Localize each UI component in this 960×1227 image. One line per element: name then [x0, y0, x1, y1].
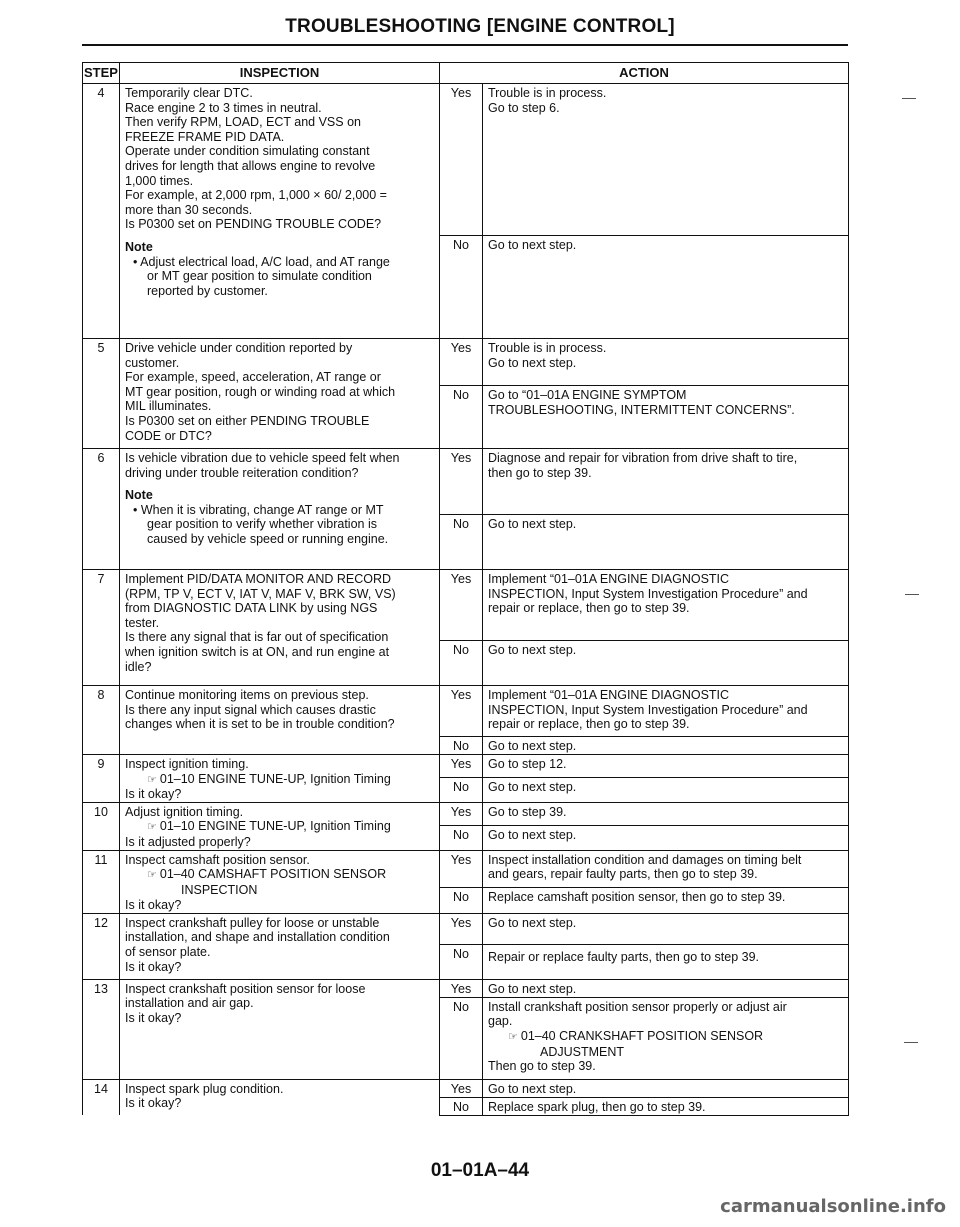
- step-number: 13: [83, 979, 120, 1079]
- inspection-line: Then verify RPM, LOAD, ECT and VSS on: [125, 115, 361, 130]
- yes-label: Yes: [440, 979, 483, 997]
- inspection-line: tester.: [125, 615, 160, 630]
- action-line: and gears, repair faulty parts, then go to step 39.: [488, 867, 758, 882]
- reference-line: [125, 819, 435, 835]
- no-action: [483, 944, 849, 979]
- yes-action: [483, 979, 849, 997]
- reference-text-cont: INSPECTION: [181, 882, 258, 897]
- inspection-line: Is it okay?: [125, 1010, 182, 1025]
- inspection-line: Continue monitoring items on previous step.: [125, 688, 369, 702]
- reference-text-cont: ADJUSTMENT: [540, 1044, 625, 1059]
- no-label: No: [440, 641, 483, 686]
- table-row: [83, 339, 849, 386]
- action-line: Go to step 6.: [488, 100, 560, 115]
- table-row: [83, 570, 849, 641]
- inspection-line: Is P0300 set on either PENDING TROUBLE: [125, 413, 370, 428]
- reference-text: 01–40 CRANKSHAFT POSITION SENSOR: [520, 1028, 764, 1043]
- note-heading: Note: [125, 488, 153, 503]
- action-line: Go to step 12.: [488, 757, 567, 771]
- table-row: [83, 686, 849, 737]
- action-line: then go to step 39.: [488, 465, 592, 480]
- action-line: Go to step 39.: [488, 804, 567, 819]
- reference-text: 01–40 CAMSHAFT POSITION SENSOR: [159, 867, 387, 882]
- action-line: Go to next step.: [488, 643, 577, 657]
- yes-label: Yes: [440, 339, 483, 386]
- yes-label: Yes: [440, 802, 483, 825]
- no-action: [483, 515, 849, 570]
- action-line: repair or replace, then go to step 39.: [488, 601, 690, 616]
- inspection-line: when ignition switch is at ON, and run engine at: [125, 644, 390, 659]
- no-action: [483, 236, 849, 339]
- inspection-cell: [120, 850, 440, 913]
- action-line: Diagnose and repair for vibration from drive shaft to tire,: [488, 451, 798, 465]
- inspection-line: idle?: [125, 659, 152, 674]
- watermark[interactable]: carmanualsonline.info: [720, 1196, 946, 1217]
- action-line: Go to next step.: [488, 827, 577, 842]
- action-line: Then go to step 39.: [488, 1059, 596, 1074]
- inspection-cell: [120, 449, 440, 570]
- reference-line: [125, 867, 435, 883]
- action-line: Implement “01–01A ENGINE DIAGNOSTIC: [488, 572, 730, 586]
- inspection-line: Operate under condition simulating constant: [125, 144, 370, 159]
- inspection-line: customer.: [125, 355, 180, 370]
- action-line: TROUBLESHOOTING, INTERMITTENT CONCERNS”.: [488, 402, 795, 417]
- inspection-line: Inspect spark plug condition.: [125, 1081, 284, 1096]
- no-action: [483, 778, 849, 802]
- inspection-line: Inspect camshaft position sensor.: [125, 852, 310, 867]
- table-row: [83, 755, 849, 778]
- inspection-line: FREEZE FRAME PID DATA.: [125, 129, 285, 144]
- action-line: Trouble is in process.: [488, 86, 607, 100]
- action-line: Go to next step.: [488, 517, 577, 531]
- inspection-line: Inspect crankshaft position sensor for loose: [125, 981, 366, 996]
- no-label: No: [440, 737, 483, 755]
- action-line: Repair or replace faulty parts, then go to step 39.: [488, 949, 759, 964]
- yes-label: Yes: [440, 755, 483, 778]
- inspection-line: Is P0300 set on PENDING TROUBLE CODE?: [125, 217, 382, 232]
- inspection-line: 1,000 times.: [125, 173, 194, 188]
- inspection-line: Inspect ignition timing.: [125, 757, 249, 771]
- no-action: [483, 641, 849, 686]
- inspection-question: Is it adjusted properly?: [125, 834, 251, 849]
- action-line: INSPECTION, Input System Investigation Procedure” and: [488, 702, 808, 717]
- reference-line: [488, 1029, 844, 1045]
- step-number: 12: [83, 913, 120, 979]
- inspection-line: CODE or DTC?: [125, 428, 212, 443]
- reference-hand-icon: ☞: [147, 773, 157, 786]
- header-action: ACTION: [440, 63, 849, 84]
- margin-mark: [902, 98, 916, 99]
- step-number: 9: [83, 755, 120, 803]
- action-line: Replace spark plug, then go to step 39.: [488, 1099, 706, 1114]
- inspection-line: For example, at 2,000 rpm, 1,000 × 60/ 2,000 =: [125, 188, 387, 203]
- inspection-cell: [120, 755, 440, 803]
- table-header-row: [83, 63, 849, 84]
- inspection-cell: [120, 802, 440, 850]
- inspection-cell: [120, 84, 440, 339]
- inspection-line: Is there any input signal which causes drastic: [125, 702, 376, 717]
- table-row: [83, 449, 849, 515]
- inspection-line: Is it okay?: [125, 959, 182, 974]
- yes-action: [483, 449, 849, 515]
- table-row: [83, 979, 849, 997]
- inspection-line: drives for length that allows engine to revolve: [125, 158, 376, 173]
- page-title: TROUBLESHOOTING [ENGINE CONTROL]: [285, 16, 675, 37]
- no-action: [483, 737, 849, 755]
- yes-action: [483, 802, 849, 825]
- inspection-cell: [120, 913, 440, 979]
- action-line: gap.: [488, 1014, 513, 1029]
- action-line: Go to next step.: [488, 355, 577, 370]
- table-row: [83, 84, 849, 236]
- action-line: Go to next step.: [488, 238, 577, 252]
- yes-label: Yes: [440, 449, 483, 515]
- yes-label: Yes: [440, 1079, 483, 1097]
- yes-label: Yes: [440, 686, 483, 737]
- yes-action: [483, 84, 849, 236]
- inspection-cell: [120, 339, 440, 449]
- no-label: No: [440, 778, 483, 802]
- action-line: Trouble is in process.: [488, 341, 607, 355]
- yes-action: [483, 570, 849, 641]
- inspection-cell: [120, 686, 440, 755]
- step-number: 7: [83, 570, 120, 686]
- no-label: No: [440, 1097, 483, 1115]
- yes-action: [483, 755, 849, 778]
- action-line: Go to next step.: [488, 915, 577, 930]
- inspection-line: For example, speed, acceleration, AT range or: [125, 370, 381, 385]
- note-heading: Note: [125, 239, 153, 254]
- yes-label: Yes: [440, 913, 483, 944]
- reference-hand-icon: ☞: [147, 869, 157, 882]
- margin-mark: [905, 594, 919, 595]
- step-number: 5: [83, 339, 120, 449]
- no-label: No: [440, 997, 483, 1079]
- no-action: [483, 997, 849, 1079]
- action-line: Go to next step.: [488, 780, 577, 795]
- note-bullet: • Adjust electrical load, A/C load, and AT range: [133, 254, 390, 269]
- no-action: [483, 887, 849, 913]
- page-number: 01–01A–44: [430, 1160, 530, 1181]
- note-bullet: or MT gear position to simulate condition: [147, 269, 372, 284]
- inspection-line: driving under trouble reiteration condition?: [125, 465, 359, 480]
- no-action: [483, 1097, 849, 1115]
- inspection-line: (RPM, TP V, ECT V, IAT V, MAF V, BRK SW, VS): [125, 586, 396, 601]
- inspection-line: from DIAGNOSTIC DATA LINK by using NGS: [125, 601, 378, 616]
- inspection-line: more than 30 seconds.: [125, 202, 253, 217]
- action-line: INSPECTION, Input System Investigation Procedure” and: [488, 586, 808, 601]
- step-number: 4: [83, 84, 120, 339]
- inspection-line: of sensor plate.: [125, 944, 211, 959]
- reference-text: 01–10 ENGINE TUNE-UP, Ignition Timing: [159, 771, 391, 786]
- no-action: [483, 825, 849, 850]
- inspection-line: Race engine 2 to 3 times in neutral.: [125, 100, 322, 115]
- inspection-cell: [120, 979, 440, 1079]
- yes-action: [483, 1079, 849, 1097]
- step-number: 11: [83, 850, 120, 913]
- action-line: Replace camshaft position sensor, then go to step 39.: [488, 889, 786, 904]
- inspection-line: changes when it is set to be in trouble condition?: [125, 717, 395, 732]
- action-line: Install crankshaft position sensor properly or adjust air: [488, 999, 787, 1014]
- action-line: Go to “01–01A ENGINE SYMPTOM: [488, 388, 687, 402]
- yes-label: Yes: [440, 850, 483, 887]
- inspection-line: Drive vehicle under condition reported by: [125, 341, 353, 355]
- inspection-line: Adjust ignition timing.: [125, 804, 244, 819]
- inspection-line: Inspect crankshaft pulley for loose or unstable: [125, 915, 380, 930]
- action-line: Implement “01–01A ENGINE DIAGNOSTIC: [488, 688, 730, 702]
- no-label: No: [440, 236, 483, 339]
- no-label: No: [440, 515, 483, 570]
- note-bullet: gear position to verify whether vibration is: [147, 517, 377, 532]
- action-line: Go to next step.: [488, 739, 577, 753]
- no-action: [483, 386, 849, 449]
- inspection-line: installation and air gap.: [125, 996, 254, 1011]
- inspection-cell: [120, 1079, 440, 1115]
- inspection-line: installation, and shape and installation condition: [125, 930, 390, 945]
- reference-hand-icon: ☞: [147, 821, 157, 834]
- action-line: Go to next step.: [488, 981, 577, 996]
- header-inspection: INSPECTION: [120, 63, 440, 84]
- reference-text: 01–10 ENGINE TUNE-UP, Ignition Timing: [159, 819, 391, 834]
- inspection-line: Temporarily clear DTC.: [125, 86, 253, 100]
- inspection-cell: [120, 570, 440, 686]
- inspection-line: Implement PID/DATA MONITOR AND RECORD: [125, 572, 392, 586]
- no-label: No: [440, 825, 483, 850]
- yes-label: Yes: [440, 570, 483, 641]
- reference-line: [125, 772, 435, 788]
- title-underline: [82, 44, 848, 46]
- action-line: Inspect installation condition and damages on timing belt: [488, 852, 802, 867]
- table-row: [83, 913, 849, 944]
- yes-action: [483, 913, 849, 944]
- step-number: 10: [83, 802, 120, 850]
- margin-mark: [904, 1042, 918, 1043]
- inspection-line: Is vehicle vibration due to vehicle speed felt when: [125, 451, 400, 465]
- inspection-line: Is there any signal that is far out of specification: [125, 630, 389, 645]
- no-label: No: [440, 386, 483, 449]
- yes-action: [483, 339, 849, 386]
- action-line: repair or replace, then go to step 39.: [488, 717, 690, 732]
- inspection-question: Is it okay?: [125, 787, 182, 802]
- header-step: STEP: [83, 63, 120, 84]
- note-bullet: caused by vehicle speed or running engine.: [147, 531, 389, 546]
- step-number: 14: [83, 1079, 120, 1115]
- no-label: No: [440, 944, 483, 979]
- no-label: No: [440, 887, 483, 913]
- step-number: 8: [83, 686, 120, 755]
- table-row: [83, 850, 849, 887]
- troubleshooting-table: [82, 62, 849, 1116]
- note-bullet: • When it is vibrating, change AT range or MT: [133, 502, 384, 517]
- inspection-line: MIL illuminates.: [125, 399, 212, 414]
- table-row: [83, 1079, 849, 1097]
- yes-action: [483, 686, 849, 737]
- yes-label: Yes: [440, 84, 483, 236]
- note-bullet: reported by customer.: [147, 283, 268, 298]
- action-line: Go to next step.: [488, 1081, 577, 1096]
- inspection-question: Is it okay?: [125, 897, 182, 912]
- inspection-line: Is it okay?: [125, 1096, 182, 1111]
- inspection-line: MT gear position, rough or winding road at which: [125, 384, 396, 399]
- table-row: [83, 802, 849, 825]
- reference-hand-icon: ☞: [508, 1030, 518, 1043]
- yes-action: [483, 850, 849, 887]
- step-number: 6: [83, 449, 120, 570]
